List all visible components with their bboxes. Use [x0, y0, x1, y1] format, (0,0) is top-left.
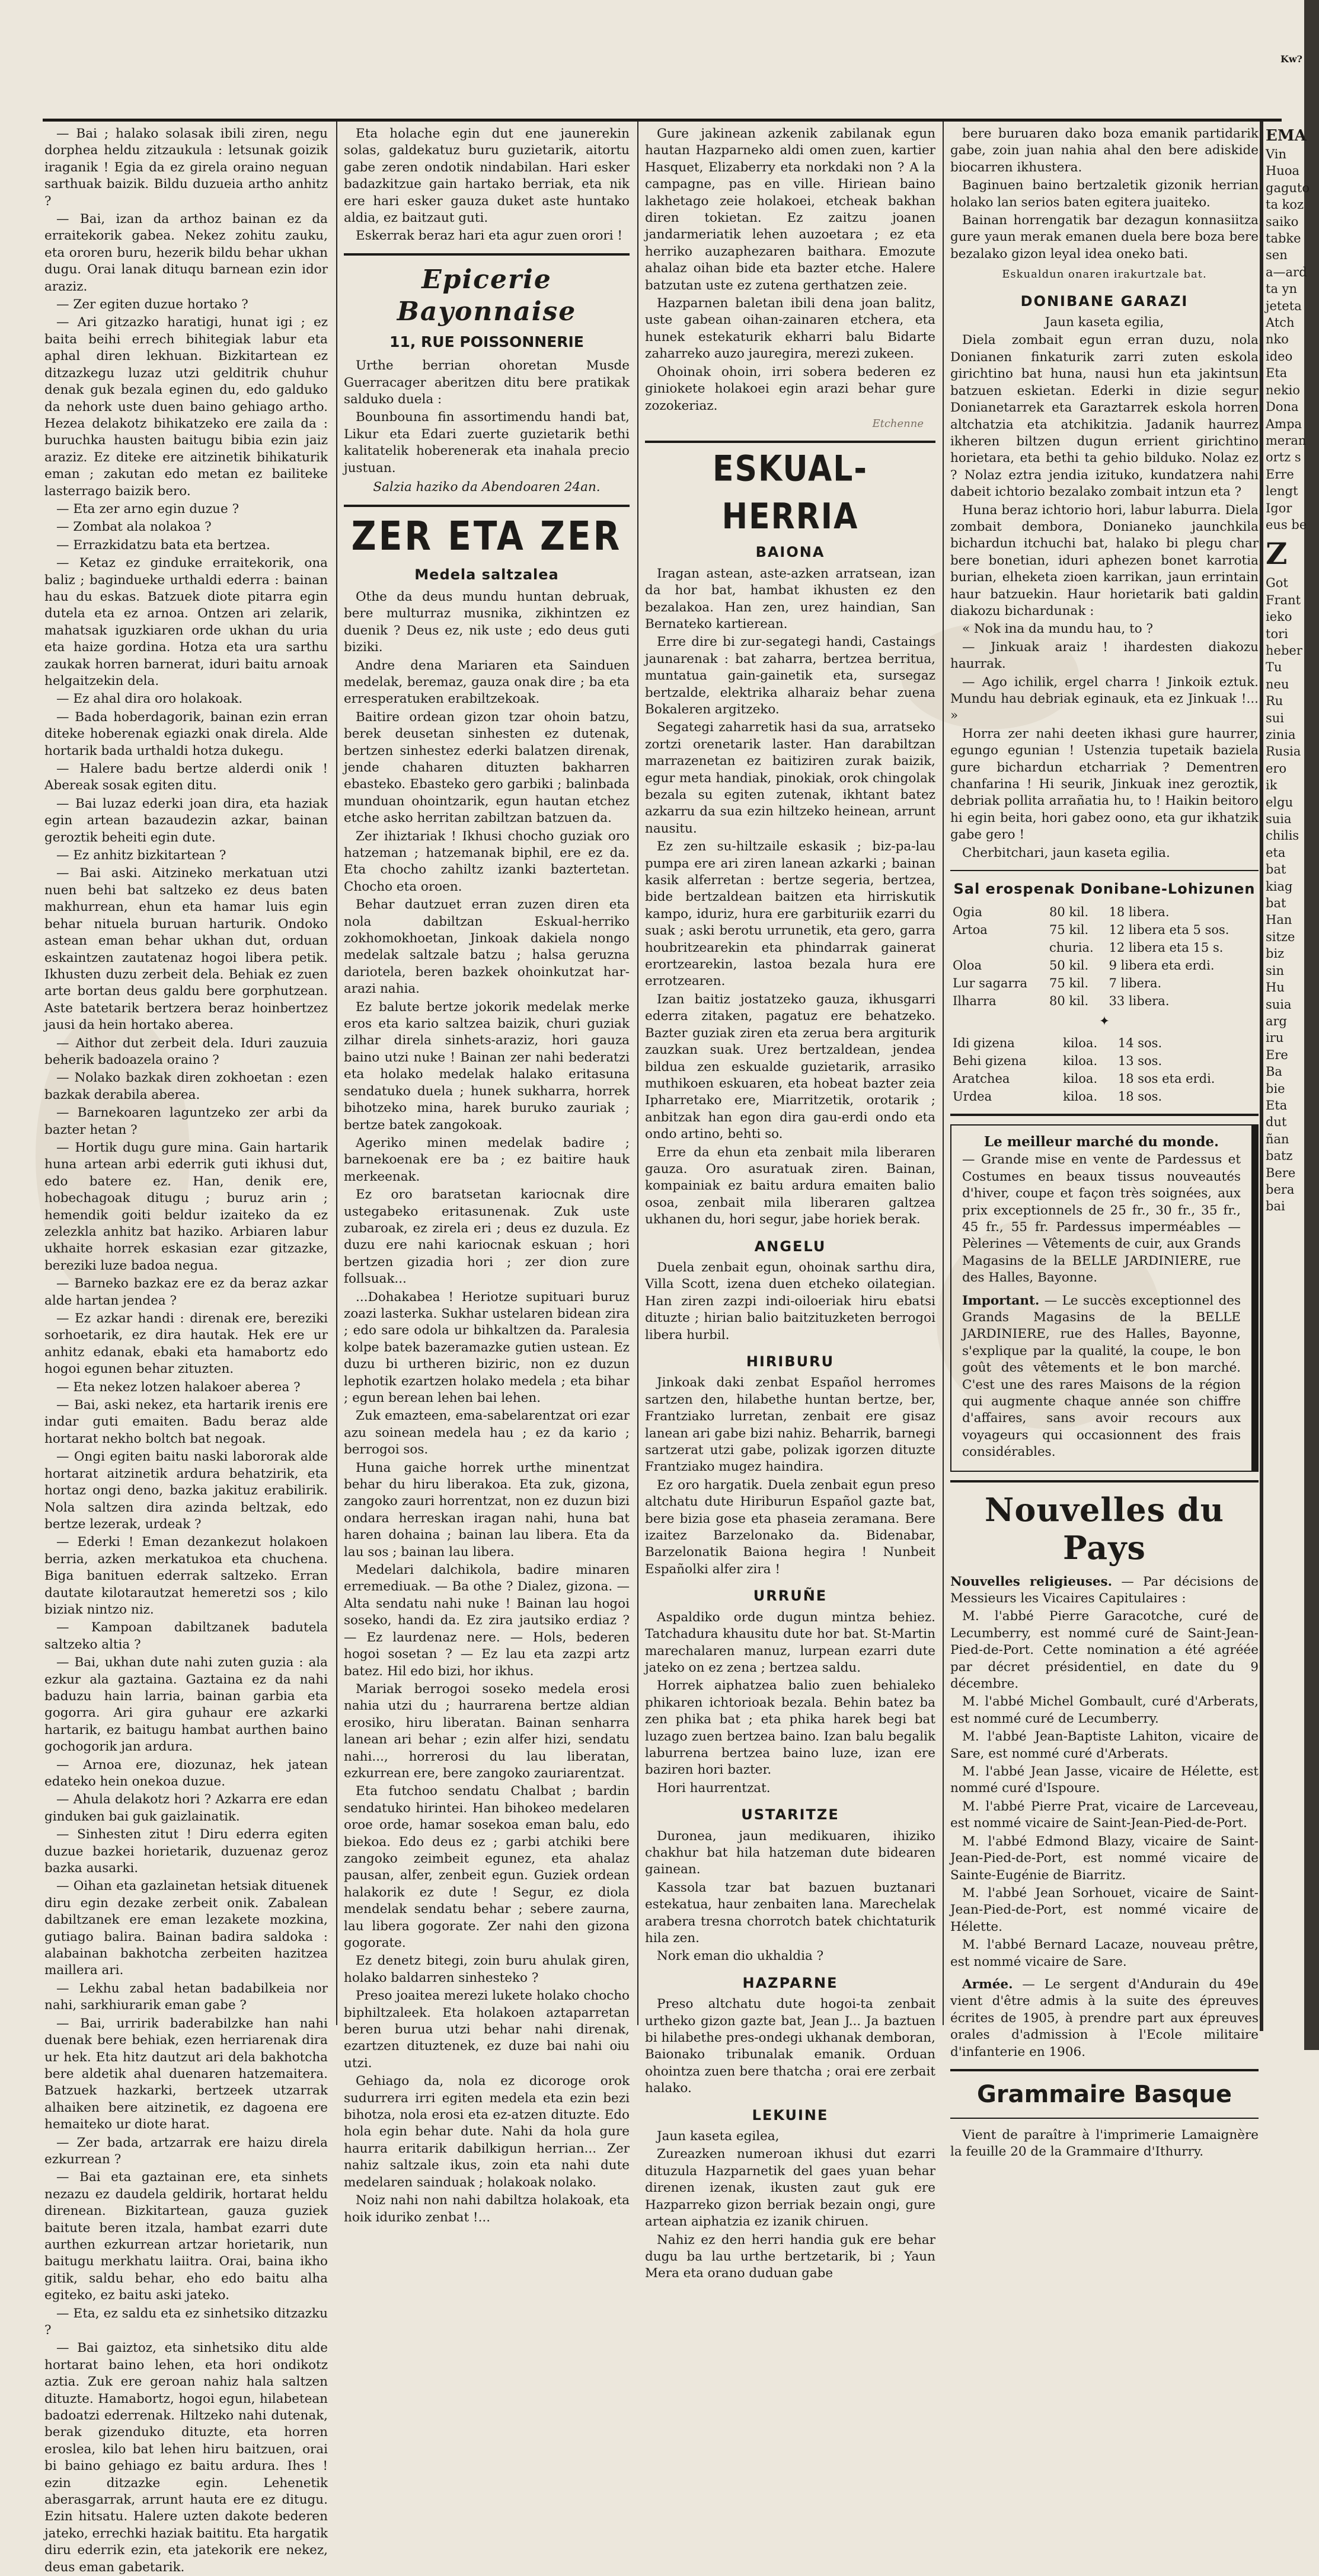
- divider: [950, 1114, 1259, 1116]
- edge-fragment: ta koz: [1266, 197, 1304, 212]
- edge-fragment: nko: [1266, 332, 1289, 347]
- town-name: LEKUINE: [752, 2106, 829, 2124]
- paragraph: Hazparnen baletan ibili dena joan balitz, uste gabean oihan-zainaren etchera, eta hunek estekaturik ekharri balu Bidarte zaharreko auzo jauregira, merezi zukeen.: [645, 296, 935, 362]
- paragraph: Erre dire bi zur-segategi handi, Castaings jaunarenak : bat zaharra, bertzea berritua, muntatua gain-gainetik eta, sursegaz bertzalde, elektrika alharaiz behar zuena Bokaleren argitzeko.: [645, 635, 935, 717]
- adjacent-page-edge: [1266, 126, 1318, 1644]
- price-name: Ilharra: [953, 994, 997, 1009]
- edge-fragment: chilis: [1266, 828, 1299, 843]
- grammaire-text: Vient de paraître à l'imprimerie Lamaignère la feuille 20 de la Grammaire d'Ithurry.: [950, 2127, 1259, 2160]
- paragraph: Ez balute bertze jokorik medelak merke eros eta kario saltzea baizik, churi guziak zilhar direla sinhets-araziz, hori gauza baino utzi nuke ! Bainan zer nahi bederatzi eta holako medelak halako eritasuna sendatuko duela ; hunek sukharra, horrek bihotzeko mina, harek buruko zauriak ; bertze batek zangokoak.: [344, 999, 630, 1133]
- paragraph: Ageriko minen medelak badire ; barnekoenak ere ba ; ez baitire hauk merkeenak.: [344, 1135, 630, 1184]
- price-row: [950, 1070, 1259, 1088]
- paragraph: Eskerrak beraz hari eta agur zuen orori !: [356, 228, 623, 244]
- edge-fragment: Han: [1266, 913, 1292, 927]
- paragraph: Zer ihiztariak ! Ikhusi chocho guziak oro hatzeman ; hatzemanak biphil, ere ez da. Eta chocho zahiltz izanki baztertetan. Chocho eta oroen.: [344, 828, 630, 894]
- paragraph: — Bai luzaz ederki joan dira, eta haziak egin artean bazaudezin azkar, bainan geroztik beheiti egin dute.: [44, 796, 328, 845]
- paragraph: — Bai ; halako solasak ibili ziren, negu dorphea heldu zitzaukula : letsunak goizik iraganik ! Egia da ez girela oraino neguan sarthuak baizik. Bildu duzueia artho anhitz ?: [44, 126, 328, 209]
- paragraph: — Bada hoberdagorik, bainan ezin erran diteke hoberenak egiazki onak direla. Alde hortarik bada urthaldi hotza dukegu.: [44, 709, 328, 758]
- box-text: — Grande mise en vente de Pardessus et Costumes en beaux tissus nouveautés d'hiver, coupe et façon très soignées, aux prix exceptionnels de 25 fr., 30 fr., 35 fr., 45 fr., 55 fr. Pardessus imperméables — Pèlerines — Vêtements de cuir, aux Grands Magasins de la BELLE JARDINIERE, rue des Halles, Bayonne.: [962, 1152, 1241, 1286]
- box-important-title: Important.: [962, 1293, 1040, 1308]
- edge-fragment: ik: [1266, 778, 1278, 793]
- divider: [344, 253, 630, 256]
- armee-title: Armée.: [962, 1976, 1013, 1992]
- edge-fragment: Ampa: [1266, 416, 1302, 431]
- edge-fragment: Tu: [1266, 660, 1282, 675]
- edge-fragment: lengt: [1266, 484, 1298, 499]
- paragraph: Diela zombait egun erran duzu, nola Donianen finkaturik zarri zuten eskola girichtino bat huna, nausi hun eta jakintsun batzuen eskietan. Ederki in dizie segur Donianetarrek eta Garaztarrek eskola horren altchatzia eta atchikitzia. Jadanik haurrez ikheren biltzen dugun errient girichtino horietara, eta bethi ta gehio bilduko. Nolaz ez ? Nolaz eztra jendia izituko, kundatzera nahi dabeit ichtorio bezalako zombait intzun eta ?: [950, 333, 1259, 500]
- edge-fragment: ortz s: [1266, 450, 1301, 465]
- paragraph: — Bai, ukhan dute nahi zuten guzia : ala ezkur ala gaztaina. Gaztaina ez da nahi baduzu hain larria, bainan garbia eta gogorra. Ari gira guhaur ere azkarki hartarik, ez baitugu hambat aurthen baino gochogorik jan ardura.: [44, 1655, 328, 1755]
- price-price: 13 sos.: [1117, 1053, 1162, 1068]
- page-fold: [1260, 122, 1263, 2031]
- ad-note: Salzia haziko da Abendoaren 24an.: [373, 480, 601, 495]
- paragraph: — Zombat ala nolakoa ?: [56, 519, 212, 535]
- edge-fragment: Erre: [1266, 467, 1294, 482]
- paragraph: — Ez azkar handi : direnak ere, bereziki sorhoetarik, ez dira hautak. Hek ere ur anhitz edanak, ebaki eta hamabortz edo hogoi egunen behar zituzten.: [44, 1311, 328, 1377]
- edge-fragment: suia: [1266, 997, 1292, 1012]
- edge-fragment: sitze: [1266, 929, 1295, 944]
- town-name: BAIONA: [755, 544, 825, 561]
- section-title: ZER ETA ZER: [351, 512, 622, 559]
- edge-fragment: sin: [1266, 963, 1285, 978]
- divider: [950, 870, 1259, 871]
- edge-fragment: ero: [1266, 761, 1287, 776]
- paragraph: Iragan astean, aste-azken arratsean, izan da hor bat, hambat ikhusten ez den bezalakoa. Han zen, urez haindian, San Bernateko kartierean.: [645, 566, 935, 632]
- price-qty: 50 kil.: [1049, 958, 1089, 973]
- edge-fragment: Ba: [1266, 1064, 1282, 1079]
- paragraph: Ez denetz bitegi, zoin buru ahulak giren, holako baldarren sinhesteko ?: [344, 1953, 630, 1985]
- price-price: 7 libera.: [1109, 976, 1162, 991]
- price-qty: kiloa.: [1063, 1053, 1098, 1068]
- edge-fragment: Igor: [1266, 500, 1292, 515]
- edge-fragment: bie: [1266, 1081, 1285, 1096]
- paragraph: Preso joaitea merezi lukete holako chocho biphiltzaleek. Eta holakoen aztaparretan beren burua utzi behar nahi direnak, ezartzen dituztenek, ez duze bai nahi oiu utzi.: [344, 1988, 630, 2071]
- edge-fragment: arg: [1266, 1013, 1288, 1028]
- prices-title: Sal erospenak Donibane-Lohizunen: [953, 881, 1256, 898]
- price-row: [950, 1034, 1259, 1052]
- paragraph: Hori haurrentzat.: [657, 1780, 771, 1796]
- section-title: ESKUAL-HERRIA: [713, 448, 868, 538]
- town-name: URRUÑE: [753, 1587, 828, 1605]
- paragraph: Segategi zaharretik hasi da sua, arratseko zortzi orenetarik laster. Han darabiltzan marrazenetan ez baitiziren zurak baizik, egur meta handiak, pinokiak, orok chingolak bezala su egiten zutenak, ikhtant batez azkarru da sua ezin hiltzeko heinean, arrunt nausitu.: [645, 720, 935, 836]
- paragraph: — Errazkidatzu bata eta bertzea.: [56, 537, 270, 553]
- edge-fragment: Got: [1266, 576, 1288, 591]
- edge-fragment: dut: [1266, 1115, 1287, 1130]
- nouvelles-title: Nouvelles du Pays: [985, 1490, 1224, 1567]
- town-name: HIRIBURU: [746, 1353, 835, 1370]
- edge-fragment: elgu: [1266, 795, 1294, 809]
- paragraph: M. l'abbé Pierre Garacotche, curé de Lecumberry, est nommé curé de Saint-Jean-Pied-de-Port. Cette nomination a été agréée par décret présidentiel, en date du 9 décembre.: [950, 1609, 1259, 1692]
- price-name: Ogia: [953, 905, 982, 920]
- divider: [344, 505, 630, 507]
- corner-mark: Kw?: [1280, 53, 1303, 65]
- price-price: 12 libera eta 5 sos.: [1109, 923, 1229, 938]
- edge-fragment: ieko: [1266, 610, 1292, 624]
- edge-fragment: Atch: [1266, 315, 1295, 330]
- paragraph: Aspaldiko orde dugun mintza behiez. Tatchadura khausitu dute hor bat. St-Martin marechalaren manuz, lurpean ezarri dute jateko on ez zena ; bertzea saldu.: [645, 1609, 935, 1675]
- box-important: — Le succès exceptionnel des Grands Magasins de la BELLE JARDINIERE, rue des Halles, Bayonne, s'explique par la qualité, la coupe, le bon goût des vêtements et le bon marché. C'est une des rares Maisons de la région qui augmente chaque année son chiffre d'affaires, sans avoir recours aux voyageurs qui occasionnent des frais considérables.: [962, 1293, 1241, 1460]
- column-1: [44, 126, 328, 2575]
- edge-fragment: tabke: [1266, 231, 1301, 246]
- signature: Eskualdun onaren irakurtzale bat.: [1002, 268, 1207, 281]
- box-title: Le meilleur marché du monde.: [983, 1133, 1219, 1150]
- paragraph: Ohoinak ohoin, irri sobera bederen ez giniokete holakoei egin arazi behar gure zozokeriaz.: [645, 364, 935, 413]
- paragraph: Huna beraz ichtorio hori, labur laburra. Diela zombait dembora, Donianeko jaunchkila bichardun itchuchi bat, halako bi plegu char bere bonetian, iduri aphezen bonet karrotia burian, elheketa zioen karrikan, jaun errintain haur batzuekin. Haur horietarik bati galdin diakozu bichardunak :: [950, 502, 1259, 619]
- price-price: 9 libera eta erdi.: [1109, 958, 1215, 973]
- star-separator: ✦: [1098, 1014, 1110, 1029]
- edge-fragment: sui: [1266, 710, 1285, 725]
- paragraph: — Sinhesten zitut ! Diru ederra egiten duzue bazkei horietarik, duzuenaz geroz bazka ausarki.: [44, 1827, 328, 1876]
- paragraph: Huna gaiche horrek urthe minentzat behar du hiru liberakoa. Eta zuk, gizona, zangoko zauri horrentzat, non ez duzun bizi ondara herreskan iragan nahi, huna bat haren dohaina ; bainan lau libera. Eta da lau sos ; bainan lau libera.: [344, 1460, 630, 1560]
- paragraph: Baginuen baino bertzaletik gizonik herrian holako lan serios baten egitera juaiteko.: [950, 178, 1259, 210]
- paragraph: — Ahula delakotz hori ? Azkarra ere edan ginduken bai guk gaizlainatik.: [44, 1792, 328, 1824]
- paragraph: Horra zer nahi deeten ikhasi gure haurrer, egungo egunian ! Ustenzia tupetaik baziela gure bichardun etcharriak ? Dementren chanfarina ! Hi seurik, Jinkuak inez geroztik, debriak pollita arrañatia hu, to ! Haikin beitoro hi egin beita, hori gabez oono, eta gur ikhatzik gabe gero !: [950, 726, 1259, 843]
- edge-fragment: Ere: [1266, 1047, 1288, 1062]
- paragraph: Nahiz ez den herri handia guk ere behar dugu ba lau urthe bertzetarik, bi ; Yaun Mera eta orano duduan gabe: [645, 2232, 935, 2281]
- price-row: [950, 1052, 1259, 1070]
- paragraph: — Ketaz ez ginduke erraitekorik, ona baliz ; bagindueke urthaldi ederra : bainan hau du eskas. Batzuek diote pitarra egin dutela eta ez arnoa. Ontzen ari zelarik, mahatsak iguzkiaren orde ukhan du uria eta haize gordina. Hotza eta ura sarthu zaukak horren barnerat, iduri baitu arnoak helgaitzekin dela.: [44, 556, 328, 688]
- ad-title: Epicerie Bayonnaise: [397, 264, 577, 327]
- paragraph: — Ari gitzazko haratigi, hunat igi ; ez baita beihi errech bihitegiak labur eta aphal diren lekhuan. Bizkitartean ez ditzazkegu luzaz utzi gelditrik chuhur denak guk bezala eginen du, edo galduko da nehork uste duen baino gehiago artho. Hezea delakotz bihikatzeko ere zaila da : buruchka hausten baitugu bibia ezin jaiz araziz. Ez diteke ere aitzinetik bihikaturik eman ; zakutan edo metan ez bailiteke lasterrago baizik bero.: [44, 315, 328, 499]
- paragraph: M. l'abbé Michel Gombault, curé d'Arberats, est nommé curé de Lecumberry.: [950, 1694, 1259, 1726]
- paragraph: — Aithor dut zerbeit dela. Iduri zauzuia beherik badoazela oraino ?: [44, 1035, 328, 1067]
- divider: [950, 1480, 1259, 1483]
- paragraph: Jinkoak daki zenbat Español herromes sartzen den, hilabethe huntan bertze, ber, Frantziako lurretan, zenbait ere gisaz lanean ari gabe bizi nahiz. Beharrik, barnegi sartzerat utzi gabe, polizak igorzen dituzte Frantziako mugez haindira.: [645, 1375, 935, 1475]
- divider: [950, 2118, 1259, 2119]
- edge-fragment: heber: [1266, 643, 1302, 658]
- edge-fragment: Frant: [1266, 592, 1301, 607]
- paragraph: M. l'abbé Bernard Lacaze, nouveau prêtre, est nommé vicaire de Sare.: [950, 1937, 1259, 1969]
- price-name: Oloa: [953, 958, 982, 973]
- edge-fragment: Vin: [1266, 147, 1287, 161]
- paragraph: Cherbitchari, jaun kaseta egilia.: [962, 845, 1170, 860]
- price-row: [950, 974, 1259, 992]
- column-rule: [637, 122, 638, 2025]
- paragraph: Duronea, jaun medikuaren, ihiziko chakhur bat hila hatzeman dute bidearen gainean.: [645, 1828, 935, 1877]
- edge-fragment: a—ard: [1266, 264, 1307, 279]
- paragraph: « Nok ina da mundu hau, to ?: [962, 621, 1154, 637]
- price-name: Lur sagarra: [953, 976, 1028, 991]
- column-2: [344, 126, 630, 2225]
- paragraph: — Hortik dugu gure mina. Gain hartarik huna artean arbi ederrik guti ikhusi dut, edo batere ez. Han, denik ere, hobechagoak ditugu ; buruz arin ; hemendik goiti beldur izaiteko da ez zelezkla anhitz bat haziko. Arbiaren labur ukhaite horrek eskasian ezar gitzazke, bereziki luze badoa negua.: [44, 1140, 328, 1273]
- paragraph: Preso altchatu dute hogoi-ta zenbait urtheko gizon gazte bat, Jean J... Ja baztuen bi hilabethe pres-ondegi ukhanak demboran, Baionako tribunalak emanik. Orduan ohointza zuen bere thatcha ; orai ere zerbait halako.: [645, 1997, 935, 2096]
- edge-fragment: Eta: [1266, 1098, 1288, 1112]
- paragraph: — Arnoa ere, diozunaz, hek jatean edateko hein onekoa duzue.: [44, 1757, 328, 1789]
- paragraph: Izan baitiz jostatzeko gauza, ikhusgarri ederra zitaken, pagatuz ere behatzeko. Bazter guziak ziren eta zerua bera argiturik zauzkan suak. Urez bertzaldean, jendea bildua zen eskualde guzietarik, arrasiko muthikoen eskuaren, eta hobeat bazter zeia Ipharretako ere, Miarritzetik, orotarik ; anbitzak han egon dira gau-erdi ondo eta ondo artino, behti so.: [645, 991, 935, 1142]
- price-row: [950, 992, 1259, 1010]
- edge-fragment: Hu: [1266, 980, 1285, 995]
- edge-fragment: EMA: [1266, 127, 1307, 145]
- edge-fragment: nekio: [1266, 382, 1301, 397]
- paragraph: — Nolako bazkak diren zokhoetan : ezen bazkak derabila aberea.: [44, 1070, 328, 1102]
- paragraph: Jaun kaseta egilea,: [657, 2129, 780, 2144]
- paragraph: Eta futchoo sendatu Chalbat ; bardin sendatuko hirintei. Han bihokeo medelaren oroe orde, hamar sosekoa eman balu, edo biekoa. Edo deus ez ; garbi atchiki bere zangoko zeimbeit egunez, eta ahalaz pausan, alfer, zenbeit egun. Guziek ordean halakorik ez dute ! Segur, ez diola mendelak sendatu behar ; sebere zaurna, lau libera gogorate. Zer nahi den gizona gogorate.: [344, 1784, 630, 1950]
- price-price: 18 sos.: [1117, 1089, 1162, 1104]
- price-qty: churia.: [1049, 941, 1094, 955]
- edge-fragment: gaguto: [1266, 180, 1310, 195]
- paragraph: — Bai aski. Aitzineko merkatuan utzi nuen behi bat saltzeko ez deus baten makhurrean, ehun eta hamar luis egin behar nituela buruan harturik. Ondoko astean eman behar ukhan dut, orduan eskaintzen zautatenaz hogoi libera petik. Ikhusten duzu zerbeit dela. Behiak ez zuen arte bortan deus galdu bere gorphutzean. Aste batetarik bertzera beraz hoinbertzez jausi da hein hortako aberea.: [44, 866, 328, 1033]
- price-qty: 75 kil.: [1049, 976, 1089, 991]
- paragraph: Horrek aiphatzea balio zuen behialeko phikaren ichtorioak bezala. Behin batez ba zen phika bat ; eta phika harek begi bat luzago zuen bertzea baino. Izan balu begalik laburrena bertzea baino luze, izan ere baziren hori bazter.: [645, 1678, 935, 1778]
- town-name: USTARITZE: [741, 1806, 839, 1823]
- edge-fragment: kiag: [1266, 879, 1293, 894]
- paragraph: Eta holache egin dut ene jaunerekin solas, galdekatuz buru guzietarik, aitortu gabe zeren ondotik nindabilan. Hari esker badazkitzue gain hartako berriak, eta nik ere hari esker gauza duket aste huntako aldia, ez baitzaut guti.: [344, 126, 630, 226]
- paragraph: bere buruaren dako boza emanik partidarik gabe, zoin juan nahia ahal den bere adiskide biocarren ikhustera.: [950, 126, 1259, 175]
- edge-fragment: sen: [1266, 248, 1288, 263]
- column-4: [950, 126, 1259, 2160]
- paragraph: — Ez ahal dira oro holakoak.: [56, 691, 243, 707]
- edge-fragment: bera: [1266, 1182, 1295, 1197]
- edge-fragment: Dona: [1266, 400, 1299, 415]
- price-name: Behi gizena: [953, 1053, 1027, 1068]
- paragraph: — Jinkuak araiz ! ihardesten diakozu haurrak.: [950, 639, 1259, 672]
- paragraph: Duela zenbait egun, ohoinak sarthu dira, Villa Scott, izena duen etcheko oilategian. Han ziren zazpi indi-oiloeriak hiru ebatsi dituzte ; hirian balio baitzituzketen berrogoi libera hurbil.: [645, 1260, 935, 1343]
- religieuses-title: Nouvelles religieuses.: [950, 1574, 1113, 1589]
- paragraph: — Ederki ! Eman dezankezut holakoen berria, azken merkatukoa eta chuchena. Biga banituen ederrak saltzeko. Erran dautate kilotarautzat hemeretzi sos ; kilo biziak nintzo niz.: [44, 1535, 328, 1617]
- paragraph: — Lekhu zabal hetan badabilkeia nor nahi, sarkhiurarik eman gabe ?: [44, 1981, 328, 2013]
- paragraph: — Ago ichilik, ergel charra ! Jinkoik eztuk. Mundu hau debriak eginauk, eta ez Jinkuak !... »: [950, 674, 1259, 723]
- paragraph: M. l'abbé Jean Sorhouet, vicaire de Saint-Jean-Pied-de-Port, est nommé vicaire de Hélette.: [950, 1885, 1259, 1934]
- edge-fragment: Rusia: [1266, 744, 1301, 759]
- grammaire-title: Grammaire Basque: [977, 2080, 1232, 2108]
- town-name: HAZPARNE: [742, 1974, 838, 1991]
- paragraph: ...Dohakabea ! Heriotze supituari buruz zoazi lasterka. Sukhar ustelaren bidean zira ; edo sare odola ur bihkaltzen da. Paralesia kolpe batek bazeramazke gutien ustean. Ez duzu bi urtheren biziric, non ez duzun lephotik ezartzen holako medela ; eta bihar ; egun berean lehen bai lehen.: [344, 1289, 630, 1405]
- divider: [645, 441, 935, 443]
- edge-fragment: eus be: [1266, 517, 1307, 532]
- price-row: [950, 921, 1259, 939]
- paragraph: Mariak berrogoi soseko medela erosi nahia utzi du ; haurrarena bertze aldian erosiko, hiru liberatan. Bainan senharra lanean ari behar ; ezin alfer hizi, sendatu nahi..., horrerosi du lau liberatan, ezkurrean ere, bere zangoko zauriarentzat.: [344, 1681, 630, 1781]
- edge-fragment: biz: [1266, 946, 1285, 961]
- paragraph: Erre da ehun eta zenbait mila liberaren gauza. Oro asuratuak ziren. Bainan, kompainiak ez baitu ardura emaiten balio osoa, zenbait mila liberaren galtzea ukhanen du, hori segur, jabe horiek berak.: [645, 1144, 935, 1228]
- paragraph: — Kampoan dabiltzanek badutela saltzeko altia ?: [44, 1620, 328, 1652]
- price-qty: kiloa.: [1063, 1089, 1098, 1104]
- price-row: [950, 903, 1259, 921]
- paragraph: Ez oro hargatik. Duela zenbait egun preso altchatu dute Hiriburun Español gazte bat, bere bizia gose eta phaseia zeramana. Bere izaitez Barzelonako da. Bidenabar, Barzelonatik Baiona hegira ! Nunbeit Españolki alfer zira !: [645, 1477, 935, 1577]
- price-name: Idi gizena: [953, 1035, 1015, 1050]
- paragraph: Andre dena Mariaren eta Sainduen medelak, beremaz, gauza onak dire ; ba eta erresperatuken erabiltzekoak.: [344, 658, 630, 707]
- paragraph: — Halere badu bertze alderdi onik ! Abereak sosak egiten ditu.: [44, 761, 328, 793]
- paragraph: M. l'abbé Pierre Prat, vicaire de Larceveau, est nommé vicaire de Saint-Jean-Pied-de-Port.: [950, 1799, 1259, 1831]
- paragraph: M. l'abbé Jean-Baptiste Lahiton, vicaire de Sare, est nommé curé d'Arberats.: [950, 1729, 1259, 1761]
- paragraph: — Eta, ez saldu eta ez sinhetsiko ditzazku ?: [44, 2306, 328, 2338]
- paragraph: Ez zen su-hiltzaile eskasik ; biz-pa-lau pumpa ere ari ziren lanean azkarki ; bainan kasik alferretan : bertze segeria, bertzea, bide bertzaldean baitzen eta hirriskutik kampo, iduriz, hura ere garbituriik ezarri du suak ; aski berotu urrunetik, eta gero, garra houbritzearekin eta phindarrak gainerat erortzearekin, lastoa bezala hura ere errotzearen.: [645, 839, 935, 989]
- column-rule: [336, 122, 337, 2025]
- edge-fragment: meran: [1266, 433, 1307, 448]
- paragraph: Gure jakinean azkenik zabilanak egun hautan Hazparneko aldi omen zuen, kartier Hasquet, Elizaberry eta norkdaki non ? A la campagne, pas en ville. Hiriean baino lakhetago zeie holakoei, etcheak bakhan diren tokietan. Ez zaitzu joanen jandarmeriatik lehen auzoetara ; ez eta herriko auzaphezaren baithara. Emozute ahalaz oihan bide eta bazter etche. Halere batzutan uste ez zutena gerthatzen zeie.: [645, 126, 935, 293]
- handwritten-note: Etchenne: [872, 417, 924, 430]
- paragraph: — Zer bada, artzarrak ere haizu direla ezkurrean ?: [44, 2135, 328, 2167]
- edge-fragment: ta yn: [1266, 282, 1298, 297]
- edge-fragment: bat: [1266, 896, 1286, 911]
- paragraph: M. l'abbé Jean Jasse, vicaire de Hélette, est nommé curé d'Ispoure.: [950, 1764, 1259, 1796]
- town-name: DONIBANE GARAZI: [1020, 292, 1189, 310]
- price-name: [950, 939, 1047, 957]
- column-3: [645, 126, 935, 2281]
- edge-fragment: Bere: [1266, 1165, 1296, 1180]
- ad-offer: Bounbouna fin assortimendu handi bat, Likur eta Edari zuerte guzietarik bethi kalitatelik hoberenerak eta inahala precio justuan.: [344, 410, 630, 476]
- edge-fragment: jeteta: [1266, 298, 1302, 313]
- edge-fragment: Ru: [1266, 694, 1283, 709]
- edge-fragment: saiko: [1266, 214, 1299, 229]
- edge-fragment: neu: [1266, 677, 1289, 691]
- prices-table-2: [950, 1034, 1259, 1105]
- paragraph: Zuk emazteen, ema-sabelarentzat ori ezar azu soinean medela hau ; ez da kario ; berrogoi sos.: [344, 1408, 630, 1458]
- edge-fragment: zinia: [1266, 728, 1296, 742]
- edge-fragment: iru: [1266, 1031, 1284, 1045]
- article-title: Medela saltzalea: [414, 566, 559, 583]
- paragraph: Kassola tzar bat bazuen buztanari estekatua, haur zenbaiten lana. Marechelak arabera tresna chorrotch batek chichtaturik hila zen.: [645, 1880, 935, 1946]
- edge-fragment: suia: [1266, 812, 1292, 827]
- ad-address: 11, RUE POISSONNERIE: [389, 333, 584, 350]
- paragraph: Medelari dalchikola, badire minaren erremediuak. — Ba othe ? Dialez, gizona. — Alta sendatu nahi nuke ! Bainan lau hogoi soseko, handi da. Ez zira jautsiko erdiaz ? — Ez laurdenaz nere. — Hols, bederen hogoi sosetan ? — Ez lau eta zazpi artz batez. Hil edo bizi, hor ikhus.: [344, 1563, 630, 1679]
- price-qty: kiloa.: [1063, 1071, 1098, 1086]
- salutation: Jaun kaseta egilia,: [1045, 315, 1164, 330]
- price-row: [950, 939, 1259, 957]
- town-name: ANGELU: [754, 1238, 826, 1255]
- edge-fragment: Eta: [1266, 366, 1288, 381]
- price-qty: 80 kil.: [1049, 994, 1089, 1009]
- price-qty: 75 kil.: [1049, 923, 1089, 938]
- edge-fragment: ideo: [1266, 349, 1293, 364]
- ad-text: Urthe berrian ohoretan Musde Guerracager aberitzen ditu bere pratikak salduko duela :: [344, 358, 630, 407]
- paragraph: Nork eman dio ukhaldia ?: [657, 1949, 824, 1964]
- paragraph: — Zer egiten duzue hortako ?: [56, 297, 248, 313]
- price-row: [950, 1088, 1259, 1105]
- price-qty: 80 kil.: [1049, 905, 1089, 920]
- edge-fragment: bat: [1266, 862, 1286, 877]
- paragraph: — Oihan eta gazlainetan hetsiak dituenek diru egin dezake zerbeit onik. Zabalean dabiltzanek ere eman lezakete mozkina, gutiago balira. Bainan badira saldoka : alabainan bakhotcha zerbeiten hazitzea maillera ari.: [44, 1879, 328, 1978]
- edge-fragment: eta: [1266, 845, 1286, 860]
- paragraph: Baitire ordean gizon tzar ohoin batzu, berek deusetan sinhesten ez dutenak, bertzen sinhestez ederki balatzen direnak, jende chaharen dituzten bakharren ebasteko. Ebasteko gero garbiki ; balinbada munduan ohointzarik, egun hautan etchez etche asko herritan zabiltzan batzuen da.: [344, 709, 630, 826]
- price-name: Artoa: [953, 923, 988, 938]
- paragraph: Zureazken numeroan ikhusi dut ezarri dituzula Hazparnetik del gaes yuan behar direnen izenak, ikusten zaut guk ere Hazparreko gizon berriak bezain ongi, gure artean aiphatzia ez izanik chiruen.: [645, 2147, 935, 2230]
- paragraph: — Ongi egiten baitu naski labororak alde hortarat aitzinetik ardura behatzirik, eta hortaz ongi deno, bazka jakituz erabilirik. Nola saltzen dira azinda beltzak, edo bertze lezerak, urdeak ?: [44, 1449, 328, 1532]
- price-price: 33 libera.: [1109, 994, 1170, 1009]
- paragraph: — Barneko bazkaz ere ez da beraz azkar alde hartan jendea ?: [44, 1276, 328, 1308]
- divider: [950, 2069, 1259, 2071]
- price-name: Urdea: [953, 1089, 992, 1104]
- paragraph: — Eta nekez lotzen halakoer aberea ?: [56, 1379, 301, 1395]
- edge-fragment: Huoa: [1266, 164, 1300, 178]
- price-qty: kiloa.: [1063, 1035, 1098, 1050]
- price-price: 18 sos eta erdi.: [1117, 1071, 1215, 1086]
- price-price: 18 libera.: [1109, 905, 1170, 920]
- price-price: 14 sos.: [1117, 1035, 1162, 1050]
- paragraph: — Bai, urririk baderabilzke han nahi duenak bere behiak, ezen herriarenak dira ur hek. Eta hitz dautzut ari dela bakhotcha bere aldetik ahal duenaren hatzemaitera. Batzuek hazkarki, bertzeek utzarrak alhaiken bere aitzinetik, ez dagoena ere hemaiteko ur diote harat.: [44, 2016, 328, 2132]
- edge-fragment: tori: [1266, 626, 1288, 641]
- paragraph: — Barnekoaren laguntzeko zer arbi da bazter hetan ?: [44, 1105, 328, 1137]
- prices-table: [950, 903, 1259, 1010]
- paragraph: M. l'abbé Edmond Blazy, vicaire de Saint-Jean-Pied-de-Port, est nommé vicaire de Sainte-Eugénie de Biarritz.: [950, 1834, 1259, 1883]
- edge-fragment: bai: [1266, 1199, 1285, 1214]
- edge-fragment: ñan: [1266, 1131, 1289, 1146]
- price-price: 12 libera eta 15 s.: [1109, 941, 1224, 955]
- paragraph: — Eta zer arno egin duzue ?: [56, 501, 239, 517]
- paragraph: Ez oro baratsetan kariocnak dire ustegabeko eritasunenak. Zuk uste zubaroak, ez zirela eri ; deus ez duzula. Ez duzu ere nahi kariocnak eskuan ; hori bertzen gizadia hori ; zer dion zure follsuak...: [344, 1187, 630, 1287]
- paragraph: — Bai gaiztoz, eta sinhetsiko ditu alde hortarat baino lehen, eta hori ondikotz aztia. Zuk ere geroan nahiz hala saltzen dituzte. Hamabortz, hogoi egun, hilabetean badoatzi ederrenak. Hiltzeko nahi dutenak, berak gizenduko dituzte, eta horren eroslea, kilo bat lehen hiru baitzuen, orai bi baino gehiago ez baitu ardura. Ihes ! ezin ditzazke egin. Lehenetik aberasgarrak, arrunt hauta ere ez ditugu. Ezin hitsatu. Halere uzten dakote bederen jateko, errechki haziak baititu. Eta hargatik diru ederrik ezin, eta jatekorik ere nekez, deus eman gabetarik.: [44, 2341, 328, 2575]
- religieuses-intro: — Par décisions de Messieurs les Vicaires Capitulaires :: [950, 1574, 1259, 1606]
- paragraph: Bainan horrengatik bar dezagun konnasiitza gure yaun merak emanen duela bere boza bere bezalako gizon leyal idea oneko bati.: [950, 213, 1259, 262]
- price-name: Aratchea: [953, 1071, 1010, 1086]
- advert-box: [950, 1124, 1259, 1472]
- armee-text: — Le sergent d'Andurain du 49e vient d'être admis à la suite des épreuves écrites de 1905, à prendre part aux épreuves orales d'admission à l'Ecole militaire d'infanterie en 1906.: [950, 1976, 1259, 2059]
- paragraph: — Bai eta gaztainan ere, eta sinhets nezazu ez daudela geldirik, hortarat heldu direnean. Bizkitartean, gauza guziek baitute beren itzala, hambat ezarri dute aurthen ezkurrean artzar horietarik, nun baitugu merkhatu laiitra. Orai, baina ikho gitik, saldu behar, eho edo baitu alha egiteko, ez baitu aski jateko.: [44, 2170, 328, 2303]
- paragraph: — Bai, aski nekez, eta hartarik irenis ere indar guti emaiten. Badu beraz alde hortarat nekho boltch bat negoak.: [44, 1398, 328, 1446]
- edge-fragment: batz: [1266, 1149, 1293, 1163]
- price-row: [950, 957, 1259, 974]
- paragraph: Gehiago da, nola ez dicoroge orok sudurrera irri egiten medela eta ezin bezi bihotza, nola erosi eta ez-atzen dituzte. Edo hola egin behar dute. Nahi da hola gure haurra eritarik dabilkigun herrian... Zer nahiz saltzale ikus, zoin eta nahi dute medelaren sainduak ; holakoak nolako.: [344, 2074, 630, 2190]
- paragraph: Noiz nahi non nahi dabiltza holakoak, eta hoik iduriko zenbat !...: [344, 2193, 630, 2225]
- top-rule: [43, 119, 1282, 122]
- edge-fragment: Z: [1266, 536, 1288, 572]
- column-rule: [943, 122, 944, 2025]
- paragraph: Othe da deus mundu huntan debruak, bere multurraz musnika, zikhintzen ez duenik ? Deus ez, nik uste ; edo deus guti biziki.: [344, 589, 630, 655]
- paragraph: — Bai, izan da arthoz bainan ez da erraitekorik gabea. Nekez zohitu zauku, eta ororen buru, hezerik bildu behar ukhan dugu. Orai lanak dituqu barnean ezin idor araziz.: [44, 212, 328, 294]
- paragraph: — Ez anhitz bizkitartean ?: [56, 848, 226, 863]
- paragraph: Behar dautzuet erran zuzen diren eta nola dabiltzan Eskual-herriko zokhomokhoetan, Jinkoak dakiela nongo medelak saltzale batzu ; halsa geruzna dariotela, beren bazkek ohoinkutzat har-arazi nahia.: [344, 897, 630, 997]
